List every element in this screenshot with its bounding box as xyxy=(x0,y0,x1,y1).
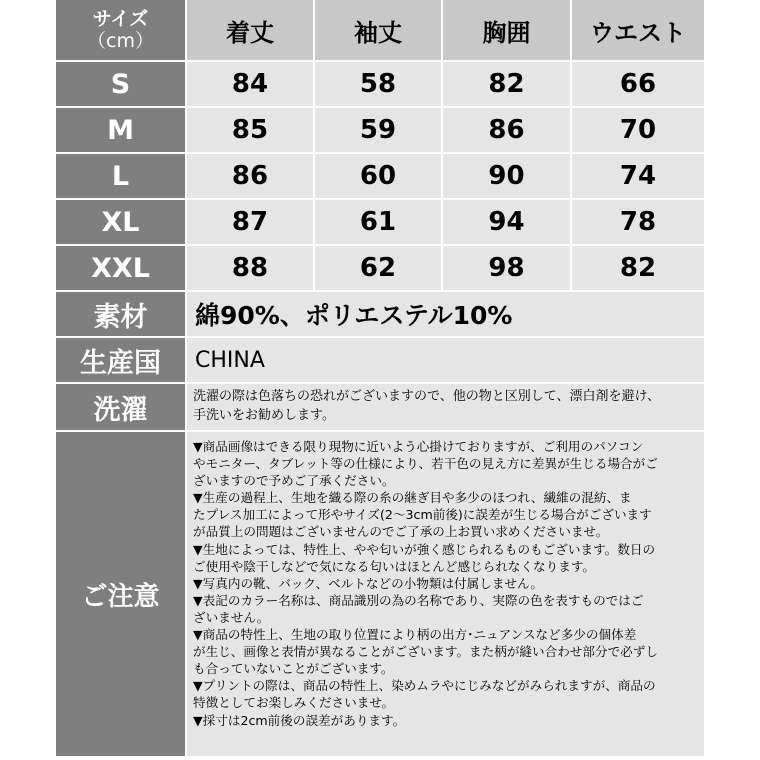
length-value: 87 xyxy=(187,200,315,246)
notes-label: ご注意 xyxy=(56,432,187,758)
length-value: 88 xyxy=(187,246,315,292)
size-label: XL xyxy=(56,200,187,246)
material-value: 綿90%、ポリエステル10% xyxy=(187,292,704,338)
note-line: が品質上の問題はございませんのでご了承の上お買い求めくださいませ。 xyxy=(193,524,609,540)
wash-row xyxy=(56,384,704,432)
size-row xyxy=(56,246,704,292)
waist-value: 74 xyxy=(572,154,704,200)
notes-row xyxy=(56,432,704,758)
product-spec-sheet xyxy=(56,0,704,760)
length-value: 84 xyxy=(187,62,315,108)
origin-row xyxy=(56,338,704,384)
sleeve-value: 60 xyxy=(315,154,443,200)
wash-label: 洗濯 xyxy=(56,384,187,432)
sleeve-value: 61 xyxy=(315,200,443,246)
waist-value: 82 xyxy=(572,246,704,292)
note-line: ▼商品画像はできる限り現物に近いよう心掛けておりますが、ご利用のパソコン xyxy=(193,439,644,454)
note-line: が生じ、画像と表情が異なることがございます。また柄が縫い合わせ部分で必ずし xyxy=(193,644,658,660)
wash-line: 洗濯の際は色落ちの恐れがございますので、他の物と区別して、漂白剤を避け、 xyxy=(193,389,660,404)
note-line: ざいません。 xyxy=(193,609,270,625)
chest-value: 82 xyxy=(443,62,572,108)
wash-line: 手洗いをお勧めします。 xyxy=(193,408,335,423)
length-value: 86 xyxy=(187,154,315,200)
size-label: M xyxy=(56,108,187,154)
column-header-length: 着丈 xyxy=(187,0,315,62)
sleeve-value: 58 xyxy=(315,62,443,108)
size-table-header-row xyxy=(56,0,704,62)
note-line: ▼写真内の靴、バック、ベルトなどの小物類は付属しません。 xyxy=(193,575,543,591)
note-line: 特徴としてお楽しみくださいませ。 xyxy=(193,695,395,711)
wash-text xyxy=(187,384,704,432)
waist-value: 78 xyxy=(572,200,704,246)
waist-value: 66 xyxy=(572,62,704,108)
note-line: ▼生産の過程上、生地を織る際の糸の継ぎ目や多少のほつれ、繊維の混紡、ま xyxy=(193,490,632,506)
note-line: たプレス加工によって形やサイズ(2～3cm前後)に誤差が生じる場合がございます xyxy=(193,507,652,523)
size-label: S xyxy=(56,62,187,108)
note-line: やモニター、タブレット等の仕様により、若干色の見え方に差異が生じる場合がご xyxy=(193,456,658,472)
chest-value: 86 xyxy=(443,108,572,154)
column-header-chest: 胸囲 xyxy=(443,0,572,62)
sleeve-value: 59 xyxy=(315,108,443,154)
sleeve-value: 62 xyxy=(315,246,443,292)
size-table xyxy=(56,0,704,758)
waist-value: 70 xyxy=(572,108,704,154)
size-row xyxy=(56,154,704,200)
size-row xyxy=(56,62,704,108)
chest-value: 98 xyxy=(443,246,572,292)
note-line: ▼プリントの際は、商品の特性上、染めムラやにじみなどがみられますが、商品の xyxy=(193,678,656,694)
size-label: L xyxy=(56,154,187,200)
material-row xyxy=(56,292,704,338)
size-row xyxy=(56,108,704,154)
origin-value: CHINA xyxy=(187,338,704,384)
note-line: ▼表記のカラー名称は、商品識別の為の名称であり、実際の色を表すものではご xyxy=(193,592,644,608)
size-label: XXL xyxy=(56,246,187,292)
size-header-label: サイズ xyxy=(92,8,149,30)
chest-value: 94 xyxy=(443,200,572,246)
notes-text xyxy=(187,432,704,758)
note-line: も合っていないことがございます。 xyxy=(193,661,394,677)
origin-label: 生産国 xyxy=(56,338,187,384)
note-line: ご使用や陰干しなどで気になる匂いはほとんど感じられなくなります。 xyxy=(193,558,595,574)
material-label: 素材 xyxy=(56,292,187,338)
length-value: 85 xyxy=(187,108,315,154)
chest-value: 90 xyxy=(443,154,572,200)
note-line: ▼生地によっては、特性上、やや匂いが強く感じられるものもございます。数日の xyxy=(193,541,656,557)
note-line: ざいますので予めご了承ください。 xyxy=(193,473,395,489)
column-header-waist: ウエスト xyxy=(572,0,704,62)
size-unit-header xyxy=(56,0,187,62)
note-line: ▼採寸は2cm前後の誤差があります。 xyxy=(193,712,406,728)
column-header-sleeve: 袖丈 xyxy=(315,0,443,62)
size-row xyxy=(56,200,704,246)
note-line: ▼商品の特性上、生地の取り位置により柄の出方･ニュアンスなど多少の個体差 xyxy=(193,627,637,643)
unit-label: （cm） xyxy=(87,30,154,52)
